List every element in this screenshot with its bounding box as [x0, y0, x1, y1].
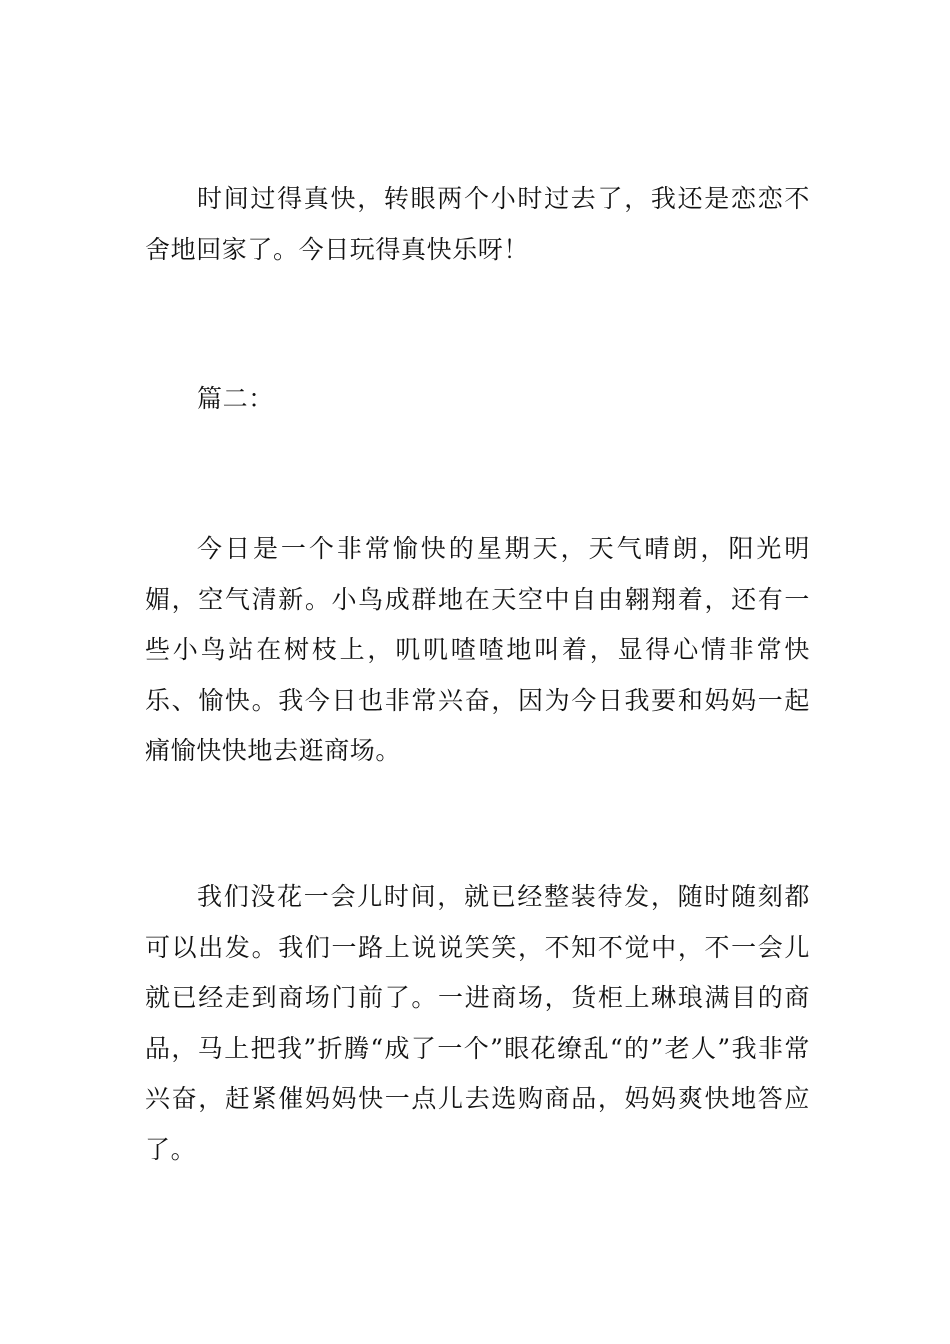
paragraph-ending: 时间过得真快，转眼两个小时过去了，我还是恋恋不舍地回家了。今日玩得真快乐呀！	[145, 184, 810, 264]
paragraph-sunday: 今日是一个非常愉快的星期天，天气晴朗，阳光明媚，空气清新。小鸟成群地在天空中自由翱翔着，还有一些小鸟站在树枝上，叽叽喳喳地叫着，显得心情非常快乐、愉快。我今日也非常兴奋，因为今日我要和妈妈一起痛愉快快地去逛商场。	[145, 534, 810, 765]
section-heading: 篇二：	[197, 384, 274, 413]
paragraph-mall: 我们没花一会儿时间，就已经整装待发，随时随刻都可以出发。我们一路上说说笑笑，不知不觉中，不一会儿就已经走到商场门前了。一进商场，货柜上琳琅满目的商品，马上把我”折腾“成了一个”眼花缭乱“的”老人”我非常兴奋，赶紧催妈妈快一点儿去选购商品，妈妈爽快地答应了。	[145, 882, 810, 1164]
